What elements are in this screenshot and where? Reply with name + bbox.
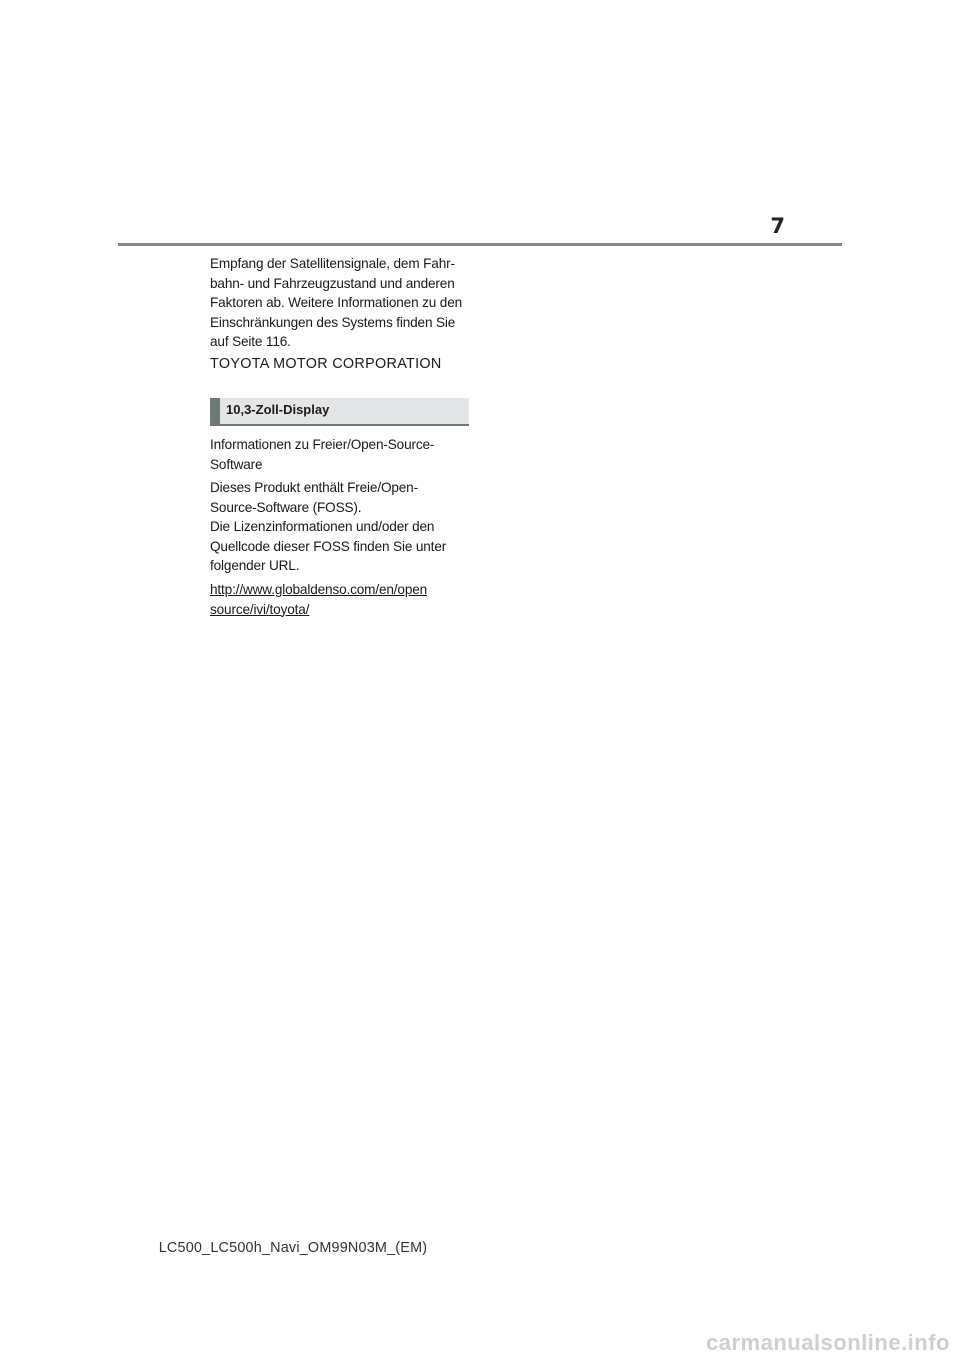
section-heading-bar xyxy=(210,398,469,426)
foss-url-link[interactable] xyxy=(210,580,472,619)
doc-code-text: LC500_LC500h_Navi_OM99N03M_(EM) xyxy=(158,1240,428,1256)
section-accent xyxy=(210,398,220,424)
footer-doc-code xyxy=(0,1240,960,1256)
page-number: 7 xyxy=(770,214,785,238)
link-text[interactable]: http://www.globaldenso.com/en/open source/ivi/toyota/ xyxy=(210,582,428,617)
paragraph-text: Informationen zu Freier/Open-Source- Software xyxy=(210,437,435,472)
organization-name: TOYOTA MOTOR CORPORATION xyxy=(210,356,442,372)
section-title: 10,3-Zoll-Display xyxy=(226,402,330,417)
body-paragraph-foss-title xyxy=(210,435,472,474)
paragraph-text: Empfang der Satellitensignale, dem Fahr- bahn- und Fahrzeugzustand und anderen Faktoren ab. Weitere Informationen zu den Einschränkungen des Systems finden Sie auf Seite 116. xyxy=(210,256,463,350)
header-rule xyxy=(118,243,842,246)
body-paragraph-satellite xyxy=(210,254,472,352)
paragraph-text: Dieses Produkt enthält Freie/Open- Source-Software (FOSS). Die Lizenzinformationen und/oder den Quellcode dieser FOSS finden Sie unter folgender URL. xyxy=(210,480,447,574)
body-paragraph-foss-info xyxy=(210,478,472,576)
watermark: carmanualsonline.info xyxy=(706,1330,950,1355)
